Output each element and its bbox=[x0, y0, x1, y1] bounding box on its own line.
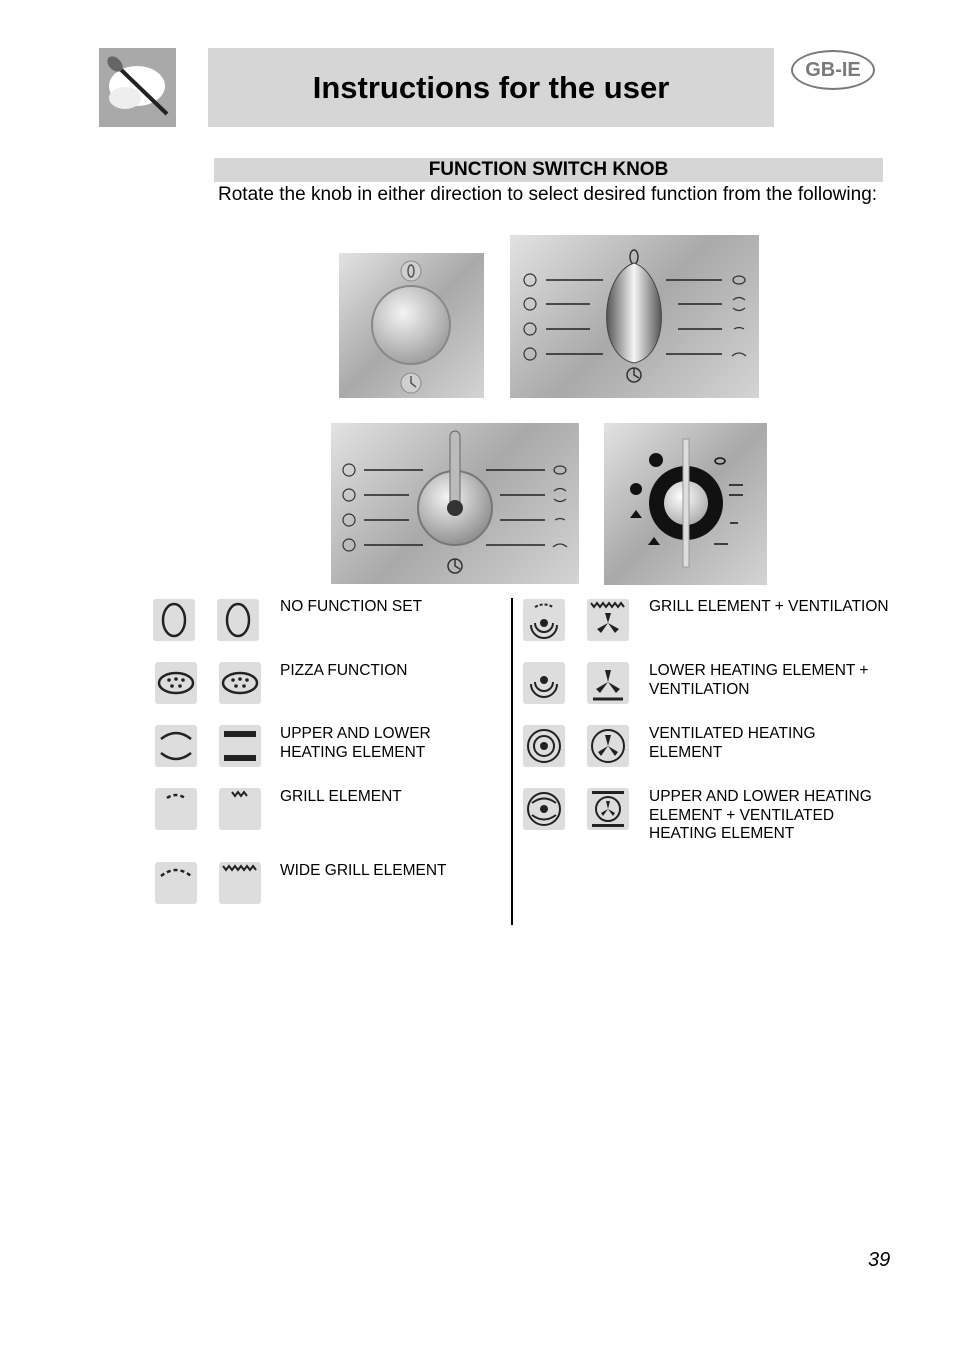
lower-heating-ventilation-icon bbox=[587, 662, 629, 704]
function-label: UPPER AND LOWER HEATING ELEMENT bbox=[280, 725, 431, 761]
function-label: LOWER HEATING ELEMENT + VENTILATION bbox=[649, 662, 869, 698]
grill-ventilation-icon bbox=[523, 599, 565, 641]
page-number: 39 bbox=[868, 1249, 891, 1271]
knob-panel-oval bbox=[510, 235, 759, 398]
pizza-icon bbox=[219, 662, 261, 704]
column-divider bbox=[511, 598, 513, 925]
lower-heating-ventilation-icon bbox=[523, 662, 565, 704]
section-heading: FUNCTION SWITCH KNOB bbox=[214, 158, 883, 182]
knob-panel-round bbox=[339, 253, 484, 398]
upper-lower-heating-icon bbox=[155, 725, 197, 767]
function-label: PIZZA FUNCTION bbox=[280, 662, 408, 679]
function-label: GRILL ELEMENT bbox=[280, 788, 402, 805]
grill-icon bbox=[219, 788, 261, 830]
page-header bbox=[208, 48, 774, 127]
knob-panel-lever bbox=[331, 423, 579, 584]
ring-knob-illustration bbox=[604, 423, 767, 585]
grill-icon bbox=[155, 788, 197, 830]
upper-lower-ventilated-icon bbox=[523, 788, 565, 830]
no-function-icon bbox=[217, 599, 259, 641]
function-label: VENTILATED HEATING ELEMENT bbox=[649, 725, 816, 761]
page-title: Instructions for the user bbox=[312, 69, 670, 105]
wide-grill-icon bbox=[155, 862, 197, 904]
wide-grill-icon bbox=[219, 862, 261, 904]
chef-logo bbox=[99, 48, 176, 127]
round-knob-illustration bbox=[339, 253, 484, 398]
chef-hat-spoon-icon bbox=[99, 48, 176, 127]
region-badge: GB-IE bbox=[791, 50, 875, 90]
knob-panel-ring bbox=[604, 423, 767, 585]
function-label: WIDE GRILL ELEMENT bbox=[280, 862, 447, 879]
function-label: NO FUNCTION SET bbox=[280, 598, 423, 615]
upper-lower-ventilated-icon bbox=[587, 788, 629, 830]
intro-text: Rotate the knob in either direction to select desired function from the following: bbox=[218, 184, 878, 205]
oval-knob-illustration bbox=[510, 235, 759, 398]
upper-lower-heating-icon bbox=[219, 725, 261, 767]
grill-ventilation-icon bbox=[587, 599, 629, 641]
lever-knob-illustration bbox=[331, 423, 579, 584]
no-function-icon bbox=[153, 599, 195, 641]
function-label: UPPER AND LOWER HEATING ELEMENT + VENTILATED HEATING ELEMENT bbox=[649, 788, 872, 842]
pizza-icon bbox=[155, 662, 197, 704]
ventilated-heating-icon bbox=[587, 725, 629, 767]
function-label: GRILL ELEMENT + VENTILATION bbox=[649, 598, 889, 615]
ventilated-heating-icon bbox=[523, 725, 565, 767]
